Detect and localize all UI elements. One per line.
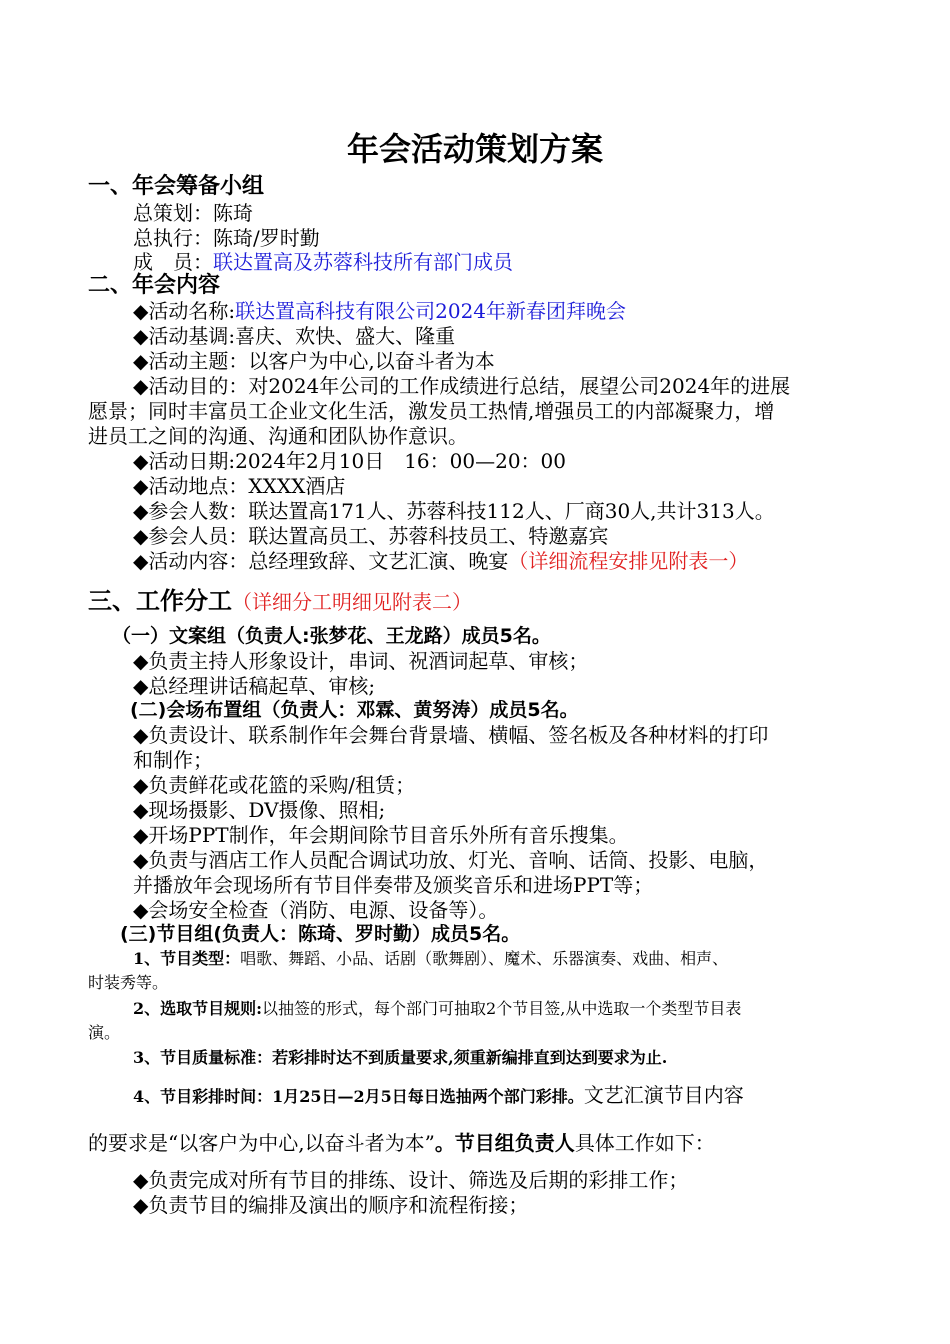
activity-name-value: 联达置高科技有限公司2024年新春团拜晚会 <box>235 299 627 323</box>
activity-date-line: ◆活动日期:2024年2月10日 16：00—20：00 <box>133 449 566 473</box>
member-line <box>133 250 513 275</box>
attendee-count-line: ◆参会人数：联达置高171人、苏蓉科技112人、厂商30人,共计313人。 <box>133 499 775 523</box>
document-title: 年会活动策划方案 <box>346 130 603 168</box>
activity-content-label: ◆活动内容：总经理致辞、文艺汇演、晚宴 <box>133 549 509 573</box>
activity-place-line: ◆活动地点：XXXX酒店 <box>133 474 346 498</box>
member-label: 成 员： <box>133 250 213 274</box>
activity-theme-line: ◆活动主题：以客户为中心,以奋斗者为本 <box>133 349 495 373</box>
requirement-part-c: 。节目组负责人 <box>434 1131 575 1155</box>
activity-name-label: ◆活动名称: <box>133 299 236 323</box>
group-1-title: （一）文案组（负责人:张梦花、王龙路）成员5名。 <box>112 625 551 647</box>
program-rule-line-2: 演。 <box>88 1023 121 1042</box>
member-value: 联达置高及苏蓉科技所有部门成员 <box>213 250 513 274</box>
activity-tone-line: ◆活动基调:喜庆、欢快、盛大、隆重 <box>133 324 456 348</box>
group-2-item: ◆负责设计、联系制作年会舞台背景墙、横幅、签名板及各种材料的打印 <box>133 723 769 747</box>
program-rehearsal-tail: 文艺汇演节目内容 <box>583 1083 744 1107</box>
section-1-heading: 一、年会筹备小组 <box>88 174 265 199</box>
group-2-item: ◆负责鲜花或花篮的采购/租赁； <box>133 773 416 797</box>
section-3-heading-note: （详细分工明细见附表二） <box>232 590 472 614</box>
activity-purpose-line-1: ◆活动目的：对2024年公司的工作成绩进行总结，展望公司2024年的进展 <box>133 374 791 398</box>
section-2-heading: 二、年会内容 <box>88 273 221 298</box>
group-1-item: ◆负责主持人形象设计，串词、祝酒词起草、审核； <box>133 649 589 673</box>
program-type-line-2: 时装秀等。 <box>88 973 169 992</box>
section-3-heading-text: 三、工作分工 <box>88 587 232 615</box>
program-rule-label: 2、选取节目规则: <box>133 999 263 1018</box>
group-2-item: 和制作； <box>133 748 213 772</box>
section-3-heading <box>88 587 472 616</box>
activity-content-line <box>133 549 748 574</box>
program-type-value: 唱歌、舞蹈、小品、话剧（歌舞剧）、魔术、乐器演奏、戏曲、相声、 <box>240 949 729 968</box>
planner-line: 总策划：陈琦 <box>133 201 253 225</box>
program-requirement-line <box>88 1131 715 1156</box>
group-3-item: ◆负责节目的编排及演出的顺序和流程衔接； <box>133 1193 529 1217</box>
activity-content-note: （详细流程安排见附表一） <box>508 549 749 573</box>
program-rule-value: 以抽签的形式，每个部门可抽取2个节目签,从中选取一个类型节目表 <box>262 999 742 1018</box>
program-rule-line <box>133 998 741 1020</box>
group-2-title: (二)会场布置组（负责人：邓霖、黄努涛）成员5名。 <box>130 699 579 721</box>
requirement-part-b: “以客户为中心,以奋斗者为本” <box>168 1131 435 1155</box>
requirement-part-d: 具体工作如下： <box>574 1131 715 1155</box>
activity-purpose-line-3: 进员工之间的沟通、沟通和团队协作意识。 <box>88 424 468 448</box>
group-2-item: ◆开场PPT制作，年会期间除节目音乐外所有音乐搜集。 <box>133 823 629 847</box>
activity-name-line <box>133 299 626 324</box>
requirement-part-a: 的要求是 <box>88 1131 168 1155</box>
group-1-item: ◆总经理讲话稿起草、审核; <box>133 674 376 698</box>
group-2-item: 并播放年会现场所有节目伴奏带及颁奖音乐和进场PPT等； <box>133 873 654 897</box>
program-quality-line: 3、节目质量标准：若彩排时达不到质量要求,须重新编排直到达到要求为止. <box>133 1048 668 1067</box>
group-3-title: (三)节目组(负责人：陈琦、罗时勤）成员5名。 <box>120 923 521 945</box>
program-type-line <box>133 948 728 970</box>
activity-purpose-line-2: 愿景；同时丰富员工企业文化生活，激发员工热情,增强员工的内部凝聚力，增 <box>88 399 775 423</box>
group-2-item: ◆会场安全检查（消防、电源、设备等）。 <box>133 898 499 922</box>
program-type-label: 1、节目类型： <box>133 949 241 968</box>
group-2-item: ◆现场摄影、DV摄像、照相; <box>133 798 386 822</box>
program-rehearsal-line <box>133 1083 744 1109</box>
attendee-people-line: ◆参会人员：联达置高员工、苏蓉科技员工、特邀嘉宾 <box>133 524 609 548</box>
program-rehearsal-label: 4、节目彩排时间：1月25日—2月5日每日选抽两个部门彩排。 <box>133 1087 584 1106</box>
executor-line: 总执行：陈琦/罗时勤 <box>133 226 320 250</box>
group-2-item: ◆负责与酒店工作人员配合调试功放、灯光、音响、话筒、投影、电脑， <box>133 848 769 872</box>
group-3-item: ◆负责完成对所有节目的排练、设计、筛选及后期的彩排工作； <box>133 1168 689 1192</box>
